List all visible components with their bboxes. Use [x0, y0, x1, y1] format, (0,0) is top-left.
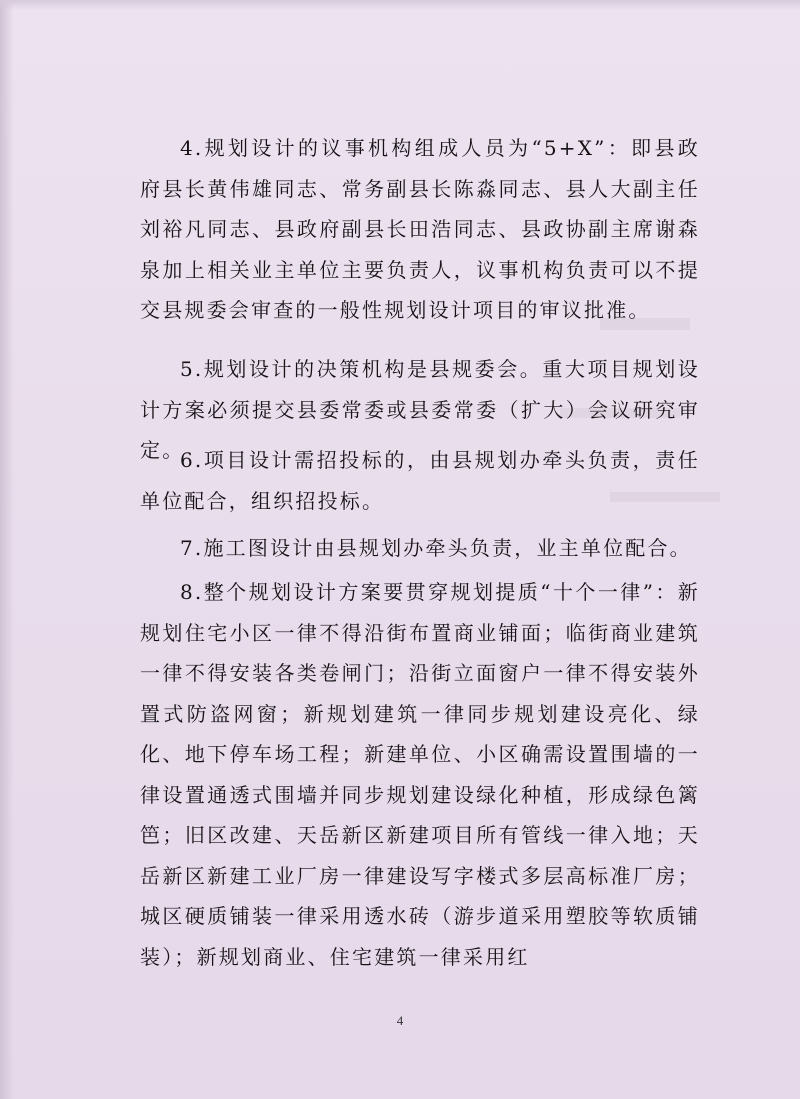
scan-edge-shadow-top [0, 0, 800, 10]
page-number: 4 [396, 1013, 404, 1028]
paragraph-4: 4.规划设计的议事机构组成人员为“5+X”：即县政府县长黄伟雄同志、常务副县长陈淼同志、县人大副主任刘裕凡同志、县政府副县长田浩同志、县政协副主席谢森泉加上相关业主单位主要负责人，议事机构负责可以不提交县规委会审查的一般性规划设计项目的审议批准。 [140, 136, 700, 322]
scan-edge-shadow-left [0, 0, 14, 1099]
paragraph-5: 5.规划设计的决策机构是县规委会。重大项目规划设计方案必须提交县委常委或县委常委（扩大）会议研究审定。 [140, 357, 700, 462]
paragraph-6: 6.项目设计需招投标的，由县规划办牵头负责，责任单位配合，组织招投标。 [140, 448, 700, 513]
paragraph-7: 7.施工图设计由县规划办牵头负责，业主单位配合。 [180, 536, 692, 560]
paragraph-8: 8.整个规划设计方案要贯穿规划提质“十个一律”：新规划住宅小区一律不得沿街布置商业铺面；临街商业建筑一律不得安装各类卷闸门；沿街立面窗户一律不得安装外置式防盗网窗；新规划建筑一律同步规划建设亮化、绿化、地下停车场工程；新建单位、小区确需设置围墙的一律设置通透式围墙并同步规划建设绿化种植，形成绿色篱笆；旧区改建、天岳新区新建项目所有管线一律入地；天岳新区新建工业厂房一律建设写字楼式多层高标准厂房；城区硬质铺装一律采用透水砖（游步道采用塑胶等软质铺装）；新规划商业、住宅建筑一律采用红 [140, 580, 700, 969]
